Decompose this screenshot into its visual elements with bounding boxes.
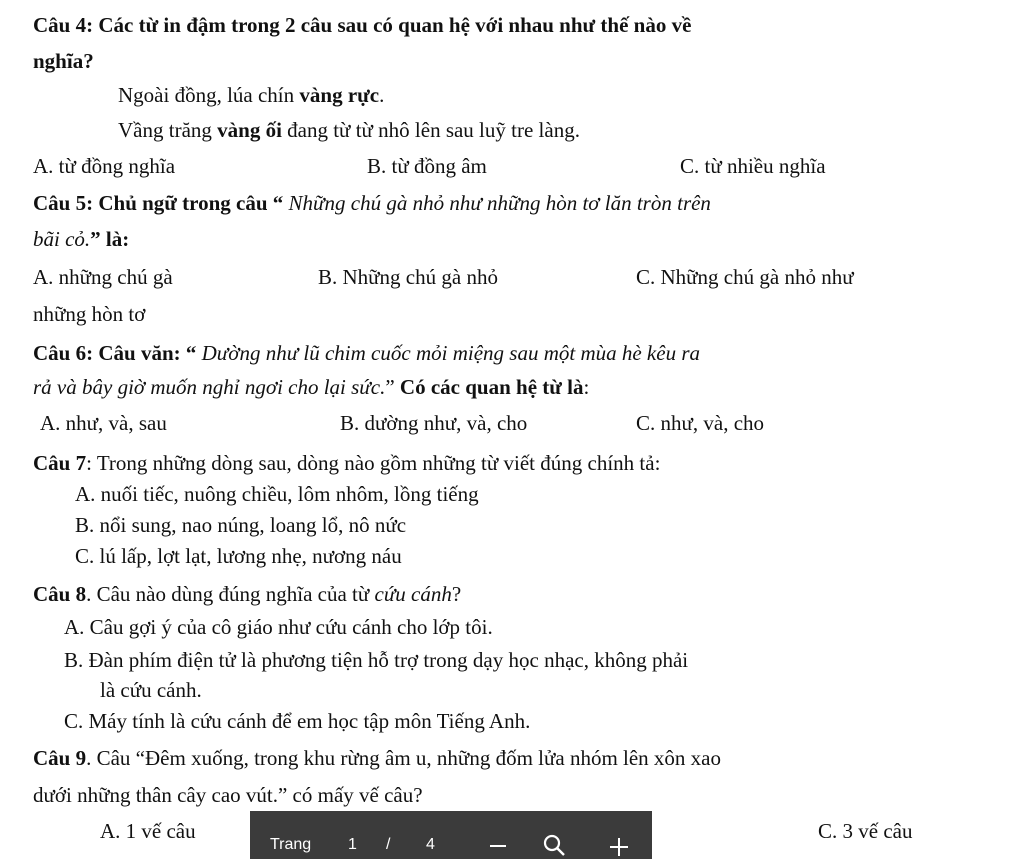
q8-option-a: A. Câu gợi ý của cô giáo như cứu cánh cho lớp tôi. bbox=[64, 615, 493, 639]
plus-icon[interactable] bbox=[608, 836, 630, 858]
q9-option-a: A. 1 vế câu bbox=[100, 819, 196, 843]
q4-s1-bold-word: vàng rực bbox=[299, 83, 380, 107]
q8-number: Câu 8 bbox=[33, 582, 87, 606]
q4-line-1 bbox=[33, 12, 691, 38]
page-separator: / bbox=[386, 836, 391, 853]
q6-line-1 bbox=[33, 340, 700, 366]
q4-option-a: A. từ đồng nghĩa bbox=[33, 154, 176, 178]
q4-option-c: C. từ nhiều nghĩa bbox=[680, 154, 826, 178]
q7-number: Câu 7 bbox=[33, 451, 87, 475]
q4-sentence-1 bbox=[118, 82, 384, 108]
q9-text-line-1: . Câu “Đêm xuống, trong khu rừng âm u, những đốm lửa nhóm lên xôn xao bbox=[86, 746, 722, 770]
minus-icon[interactable] bbox=[488, 839, 508, 853]
q4-text-line-1: Các từ in đậm trong 2 câu sau có quan hệ với nhau như thế nào về bbox=[93, 13, 692, 37]
q4-sentence-2 bbox=[118, 117, 580, 143]
q4-number: Câu 4: bbox=[33, 13, 94, 37]
q6-option-a: A. như, và, sau bbox=[40, 411, 167, 435]
q8-term: cứu cánh bbox=[374, 582, 452, 606]
q6-option-b: B. dường như, và, cho bbox=[340, 411, 528, 435]
q4-option-b: B. từ đồng âm bbox=[367, 154, 487, 178]
q6-number: Câu 6 bbox=[33, 341, 87, 365]
q4-s2-text: Vầng trăng bbox=[118, 118, 218, 142]
q5-number: Câu 5 bbox=[33, 191, 87, 215]
q5-option-a: A. những chú gà bbox=[33, 265, 173, 289]
q6-tail-quote: ” bbox=[385, 375, 400, 399]
q5-option-c-continued: những hòn tơ bbox=[33, 302, 146, 326]
q6-option-c: C. như, và, cho bbox=[636, 411, 765, 435]
q4-s1-end: . bbox=[379, 83, 385, 107]
q5-option-b: B. Những chú gà nhỏ bbox=[318, 265, 498, 289]
page-label: Trang bbox=[270, 836, 312, 853]
q5-quote-line-1: Những chú gà nhỏ như những hòn tơ lăn tròn trên bbox=[288, 191, 711, 215]
q7-option-c: C. lú lấp, lợt lạt, lương nhẹ, nương náu bbox=[75, 544, 402, 568]
q7-option-b: B. nổi sung, nao núng, loang lổ, nô nức bbox=[75, 513, 407, 537]
q6-line-2 bbox=[33, 374, 589, 400]
q4-s2-bold-word: vàng ối bbox=[217, 118, 282, 142]
q8-text: . Câu nào dùng đúng nghĩa của từ bbox=[86, 582, 375, 606]
q7-option-a: A. nuối tiếc, nuông chiều, lôm nhôm, lồng tiếng bbox=[75, 482, 479, 506]
q9-option-c: C. 3 vế câu bbox=[818, 819, 913, 843]
magnifier-icon[interactable] bbox=[542, 833, 568, 859]
q5-option-c: C. Những chú gà nhỏ như bbox=[636, 265, 854, 289]
q6-quote-line-1: Dường như lũ chim cuốc mỏi miệng sau một mùa hè kêu ra bbox=[201, 341, 700, 365]
q8-qmark: ? bbox=[451, 582, 462, 606]
q6-lead: : Câu văn: “ bbox=[86, 341, 202, 365]
total-pages: 4 bbox=[426, 836, 435, 853]
q6-tail-bold: Có các quan hệ từ là bbox=[399, 375, 584, 399]
q7-text: : Trong những dòng sau, dòng nào gồm những từ viết đúng chính tả: bbox=[86, 451, 661, 475]
q5-lead: : Chủ ngữ trong câu “ bbox=[86, 191, 289, 215]
q4-s1-text: Ngoài đồng, lúa chín bbox=[118, 83, 300, 107]
q9-line-1 bbox=[33, 745, 721, 771]
q6-tail-colon: : bbox=[583, 375, 590, 399]
q5-tail: ” là: bbox=[90, 227, 130, 251]
current-page-number[interactable]: 1 bbox=[348, 836, 357, 853]
q8-line bbox=[33, 581, 461, 607]
q5-line-2 bbox=[33, 226, 129, 252]
q9-number: Câu 9 bbox=[33, 746, 87, 770]
q4-text-line-2: nghĩa? bbox=[33, 49, 94, 73]
q4-s2-end: đang từ từ nhô lên sau luỹ tre làng. bbox=[281, 118, 580, 142]
q5-line-1 bbox=[33, 190, 711, 216]
q6-quote-line-2: rả và bây giờ muốn nghỉ ngơi cho lại sức. bbox=[33, 375, 386, 399]
q8-option-b-line-2: là cứu cánh. bbox=[100, 678, 202, 702]
page-navigation-bar bbox=[250, 811, 652, 859]
q9-text-line-2: dưới những thân cây cao vút.” có mấy vế câu? bbox=[33, 783, 423, 807]
q8-option-b-line-1: B. Đàn phím điện tử là phương tiện hỗ trợ trong dạy học nhạc, không phải bbox=[64, 648, 689, 672]
q8-option-c: C. Máy tính là cứu cánh để em học tập môn Tiếng Anh. bbox=[64, 709, 531, 733]
q5-quote-line-2: bãi cỏ. bbox=[33, 227, 91, 251]
q7-line bbox=[33, 450, 660, 476]
